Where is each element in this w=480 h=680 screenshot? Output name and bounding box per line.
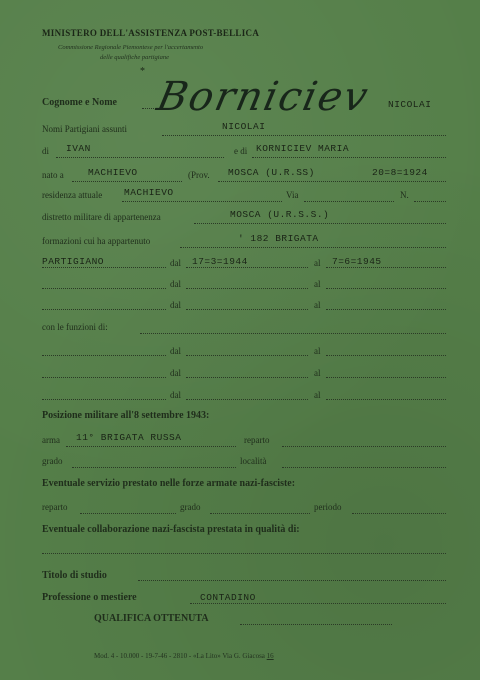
partisan-names-label: Nomi Partigiani assunti [42, 124, 127, 134]
dotted-line [56, 157, 224, 158]
birthplace-value: MACHIEVO [88, 167, 138, 178]
dotted-line [186, 267, 308, 268]
surname-signature: Borniciev [153, 74, 374, 120]
dotted-line [42, 355, 166, 356]
mother-name: KORNICIEV MARIA [256, 143, 350, 154]
dotted-line [282, 467, 446, 468]
residence-value: MACHIEVO [124, 187, 174, 198]
birth-date: 20=8=1924 [372, 167, 428, 178]
dotted-line [326, 399, 446, 400]
from-label: dal [170, 390, 181, 400]
dotted-line [42, 399, 166, 400]
service-unit-label: reparto [42, 502, 68, 512]
profession-label: Professione o mestiere [42, 592, 137, 603]
period-from: 17=3=1944 [192, 256, 248, 267]
arm-label: arma [42, 435, 60, 445]
functions-label: con le funzioni di: [42, 322, 108, 332]
military-position-label: Posizione militare all'8 settembre 1943: [42, 410, 210, 421]
district-label: distretto militare di appartenenza [42, 212, 161, 222]
dotted-line [252, 157, 446, 158]
commission-line-2: delle qualifiche partigiane [100, 54, 169, 61]
mother-label: e di [234, 146, 248, 156]
print-footer [94, 652, 274, 660]
rank-label: grado [42, 456, 63, 466]
to-label: al [314, 258, 321, 268]
dotted-line [194, 223, 446, 224]
service-label: Eventuale servizio prestato nelle forze armate nazi-fasciste: [42, 478, 296, 489]
dotted-line [326, 288, 446, 289]
surname-typed: NICOLAI [388, 99, 432, 110]
footer-text: Mod. 4 - 10.000 - 19-7-46 - 2810 - «La Lito» Via G. Giacosa [94, 652, 265, 660]
dotted-line [414, 201, 446, 202]
dotted-line [66, 446, 236, 447]
partisan-names-value: NICOLAI [222, 121, 266, 132]
to-label: al [314, 390, 321, 400]
dotted-line [326, 377, 446, 378]
service-rank-label: grado [180, 502, 201, 512]
dotted-line [282, 446, 446, 447]
dotted-line [180, 247, 446, 248]
education-label: Titolo di studio [42, 570, 107, 581]
dotted-line [186, 309, 308, 310]
dotted-line [186, 288, 308, 289]
to-label: al [314, 279, 321, 289]
formations-label: formazioni cui ha appartenuto [42, 236, 151, 246]
province-label: (Prov. [188, 170, 210, 180]
arm-value: 11° BRIGATA RUSSA [76, 432, 182, 443]
dotted-line [140, 333, 446, 334]
dotted-line [72, 467, 236, 468]
dotted-line [42, 553, 446, 554]
period-to: 7=6=1945 [332, 256, 382, 267]
profession-value: CONTADINO [200, 592, 256, 603]
dotted-line [80, 513, 176, 514]
dotted-line [304, 201, 394, 202]
from-label: dal [170, 279, 181, 289]
service-period-label: periodo [314, 502, 342, 512]
dotted-line [186, 377, 308, 378]
to-label: al [314, 300, 321, 310]
dotted-line [218, 181, 446, 182]
province-value: MOSCA (U.R.SS) [228, 167, 315, 178]
unit-label: reparto [244, 435, 270, 445]
dotted-line [240, 624, 392, 625]
from-label: dal [170, 300, 181, 310]
locality-label: località [240, 456, 267, 466]
dotted-line [42, 267, 166, 268]
surname-label: Cognome e Nome [42, 97, 117, 108]
dotted-line [138, 580, 446, 581]
footer-number: 16 [266, 652, 274, 660]
father-name: IVAN [66, 143, 91, 154]
commission-line: Commissione Regionale Piemontese per l'accertamento [58, 44, 204, 51]
residence-label: residenza attuale [42, 190, 103, 200]
star-mark: * [140, 66, 145, 77]
dotted-line [42, 288, 166, 289]
dotted-line [326, 309, 446, 310]
collaboration-label: Eventuale collaborazione nazi-fascista prestata in qualità di: [42, 524, 300, 535]
dotted-line [186, 355, 308, 356]
dotted-line [326, 267, 446, 268]
dotted-line [352, 513, 446, 514]
qualification-label: QUALIFICA OTTENUTA [94, 613, 209, 624]
dotted-line [326, 355, 446, 356]
district-value: MOSCA (U.R.S.S.) [230, 209, 330, 220]
from-label: dal [170, 258, 181, 268]
dotted-line [162, 135, 446, 136]
dotted-line [122, 201, 282, 202]
via-label: Via [286, 190, 299, 200]
dotted-line [72, 181, 182, 182]
dotted-line [186, 399, 308, 400]
to-label: al [314, 346, 321, 356]
dotted-line [42, 377, 166, 378]
to-label: al [314, 368, 321, 378]
dotted-line [42, 309, 166, 310]
dotted-line [190, 603, 446, 604]
from-label: dal [170, 346, 181, 356]
birthplace-label: nato a [42, 170, 64, 180]
formation-value: ' 182 BRIGATA [238, 233, 319, 244]
dotted-line [210, 513, 310, 514]
father-label: di [42, 146, 50, 156]
number-label: N. [400, 190, 409, 200]
formation-continued: PARTIGIANO [42, 256, 105, 267]
from-label: dal [170, 368, 181, 378]
ministry-header: MINISTERO DELL'ASSISTENZA POST-BELLICA [42, 28, 260, 38]
